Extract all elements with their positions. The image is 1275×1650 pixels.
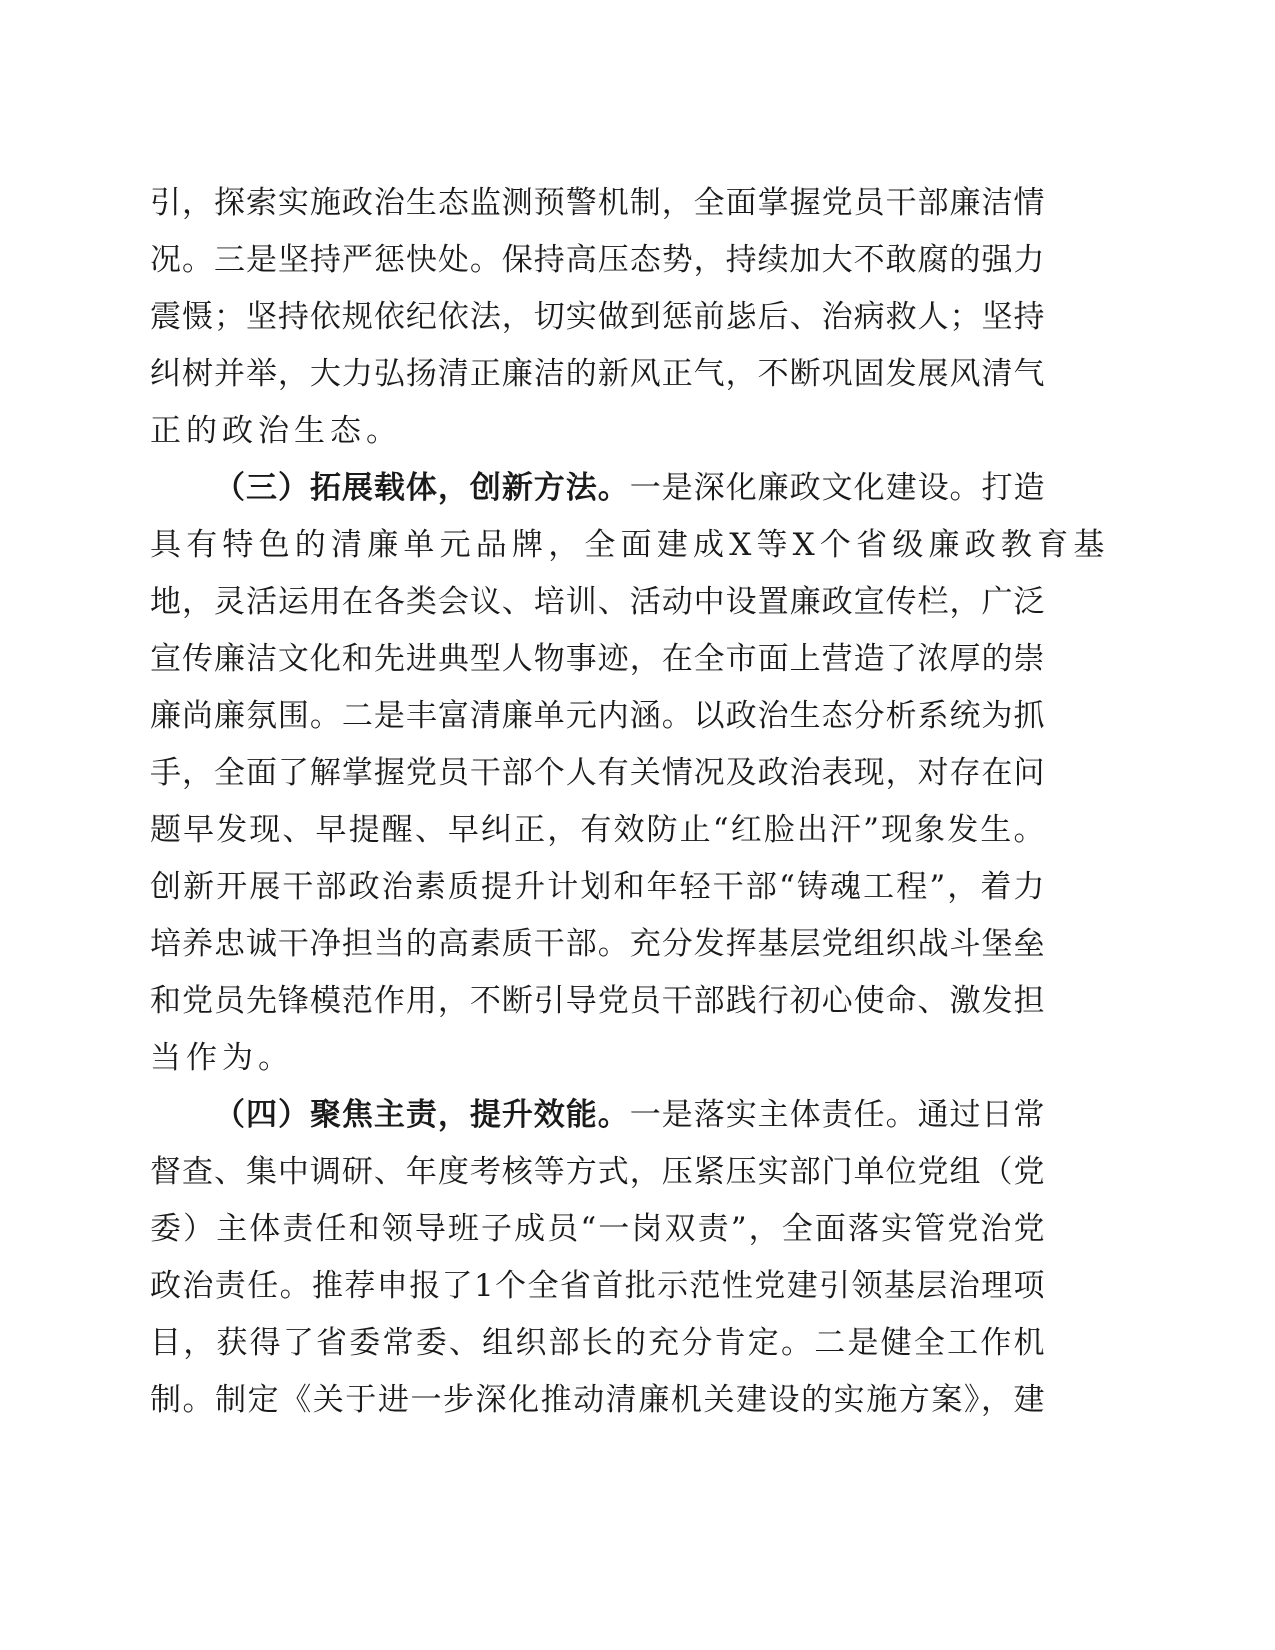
paragraph-line: 引，探索实施政治生态监测预警机制，全面掌握党员干部廉洁情 xyxy=(150,185,1045,221)
paragraph-2 xyxy=(150,460,1110,1087)
paragraph-first-line-text: 一是落实主体责任。通过日常 xyxy=(629,1097,1046,1133)
paragraph-line: 培养忠诚干净担当的高素质干部。充分发挥基层党组织战斗堡垒 xyxy=(150,926,1045,962)
paragraph-3 xyxy=(150,1087,1045,1429)
paragraph-line: 廉尚廉氛围。二是丰富清廉单元内涵。以政治生态分析系统为抓 xyxy=(150,698,1045,734)
paragraph-line: 手，全面了解掌握党员干部个人有关情况及政治表现，对存在问 xyxy=(150,755,1045,791)
paragraph-line: 政治责任。推荐申报了1个全省首批示范性党建引领基层治理项 xyxy=(150,1268,1045,1304)
paragraph-line: 地，灵活运用在各类会议、培训、活动中设置廉政宣传栏，广泛 xyxy=(150,584,1045,620)
paragraph-line: 纠树并举，大力弘扬清正廉洁的新风正气，不断巩固发展风清气 xyxy=(150,356,1045,392)
paragraph-line: 督查、集中调研、年度考核等方式，压紧压实部门单位党组（党 xyxy=(150,1154,1045,1190)
paragraph-line: 况。三是坚持严惩快处。保持高压态势，持续加大不敢腐的强力 xyxy=(150,242,1045,278)
paragraph-line: 当作为。 xyxy=(150,1040,294,1076)
paragraph-line: 委）主体责任和领导班子成员“一岗双责”，全面落实管党治党 xyxy=(150,1211,1045,1247)
paragraph-first-line-text: 一是深化廉政文化建设。打造 xyxy=(629,470,1046,506)
paragraph-line: 目，获得了省委常委、组织部长的充分肯定。二是健全工作机 xyxy=(150,1325,1045,1361)
paragraph-first-line xyxy=(150,460,1045,517)
paragraph-line: 具有特色的清廉单元品牌，全面建成X等X个省级廉政教育基 xyxy=(150,527,1110,563)
paragraph-line: 题早发现、早提醒、早纠正，有效防止“红脸出汗”现象发生。 xyxy=(150,812,1045,848)
paragraph-line: 震慑；坚持依规依纪依法，切实做到惩前毖后、治病救人；坚持 xyxy=(150,299,1045,335)
paragraph-line: 正的政治生态。 xyxy=(150,413,402,449)
section-heading-4: （四）聚焦主责，提升效能。 xyxy=(214,1097,630,1133)
document-body xyxy=(150,175,1110,1429)
paragraph-1 xyxy=(150,175,1045,460)
paragraph-line: 和党员先锋模范作用，不断引导党员干部践行初心使命、激发担 xyxy=(150,983,1045,1019)
paragraph-line: 创新开展干部政治素质提升计划和年轻干部“铸魂工程”，着力 xyxy=(150,869,1045,905)
section-heading-3: （三）拓展载体，创新方法。 xyxy=(214,470,630,506)
paragraph-line: 宣传廉洁文化和先进典型人物事迹，在全市面上营造了浓厚的崇 xyxy=(150,641,1045,677)
paragraph-line: 制。制定《关于进一步深化推动清廉机关建设的实施方案》，建 xyxy=(150,1382,1045,1418)
paragraph-first-line xyxy=(150,1087,1045,1144)
